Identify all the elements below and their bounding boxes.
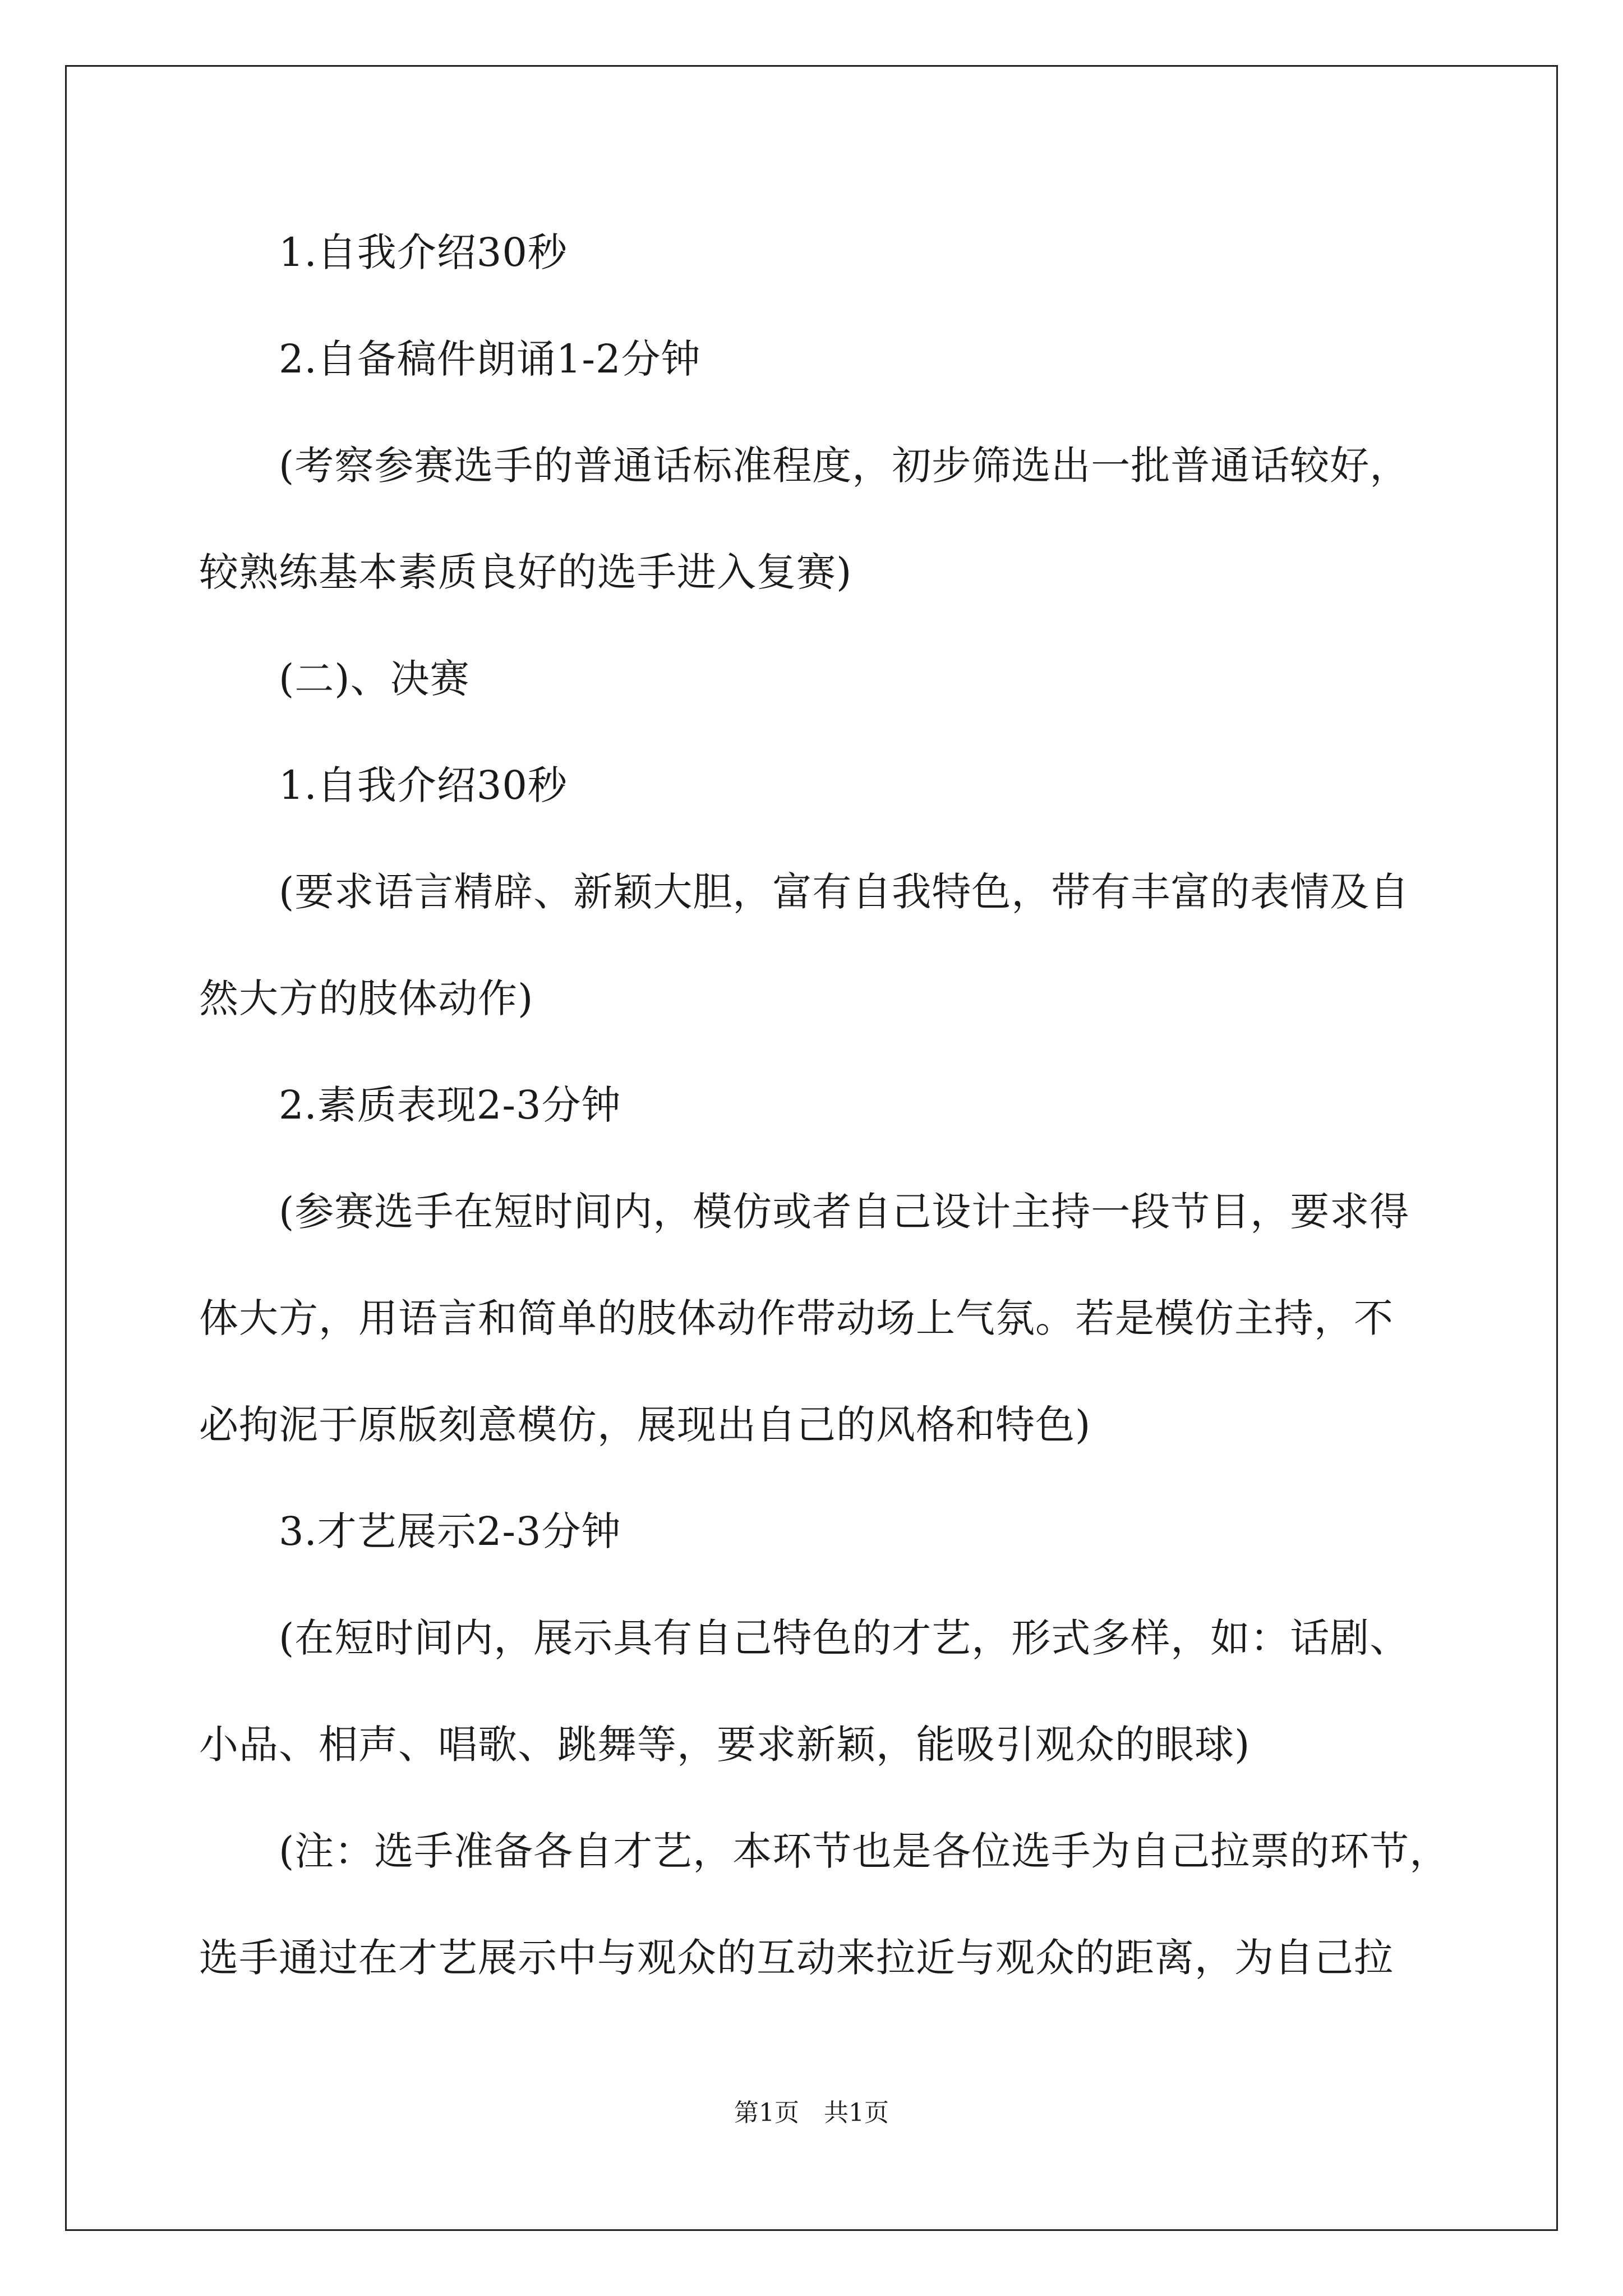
text-line: 2.自备稿件朗诵1-2分钟 bbox=[279, 336, 701, 382]
text-line: 2.素质表现2-3分钟 bbox=[279, 1082, 621, 1128]
text-line: (注：选手准备各自才艺，本环节也是各位选手为自己拉票的环节， bbox=[279, 1828, 1450, 1874]
text-line: 3.才艺展示2-3分钟 bbox=[279, 1508, 621, 1554]
text-line: 然大方的肢体动作) bbox=[199, 976, 534, 1022]
text-line: 体大方，用语言和简单的肢体动作带动场上气氛。若是模仿主持，不 bbox=[199, 1295, 1394, 1341]
text-line: (要求语言精辟、新颖大胆，富有自我特色，带有丰富的表情及自 bbox=[279, 869, 1410, 915]
text-line: 必拘泥于原版刻意模仿，展现出自己的风格和特色) bbox=[199, 1402, 1091, 1448]
text-line: (参赛选手在短时间内，模仿或者自己设计主持一段节目，要求得 bbox=[279, 1189, 1410, 1235]
text-line: 1.自我介绍30秒 bbox=[279, 762, 568, 808]
text-line: 选手通过在才艺展示中与观众的互动来拉近与观众的距离，为自己拉 bbox=[199, 1935, 1394, 1981]
text-line: 1.自我介绍30秒 bbox=[279, 229, 568, 275]
text-line: (考察参赛选手的普通话标准程度，初步筛选出一批普通话较好， bbox=[279, 443, 1410, 489]
text-line: (在短时间内，展示具有自己特色的才艺，形式多样，如：话剧、 bbox=[279, 1615, 1410, 1661]
page-border bbox=[65, 65, 1558, 2231]
text-line: 较熟练基本素质良好的选手进入复赛) bbox=[199, 549, 852, 595]
section-heading: (二)、决赛 bbox=[279, 656, 470, 702]
text-line: 小品、相声、唱歌、跳舞等，要求新颖，能吸引观众的眼球) bbox=[199, 1722, 1251, 1768]
page-number-footer: 第1页 共1页 bbox=[734, 2099, 889, 2127]
